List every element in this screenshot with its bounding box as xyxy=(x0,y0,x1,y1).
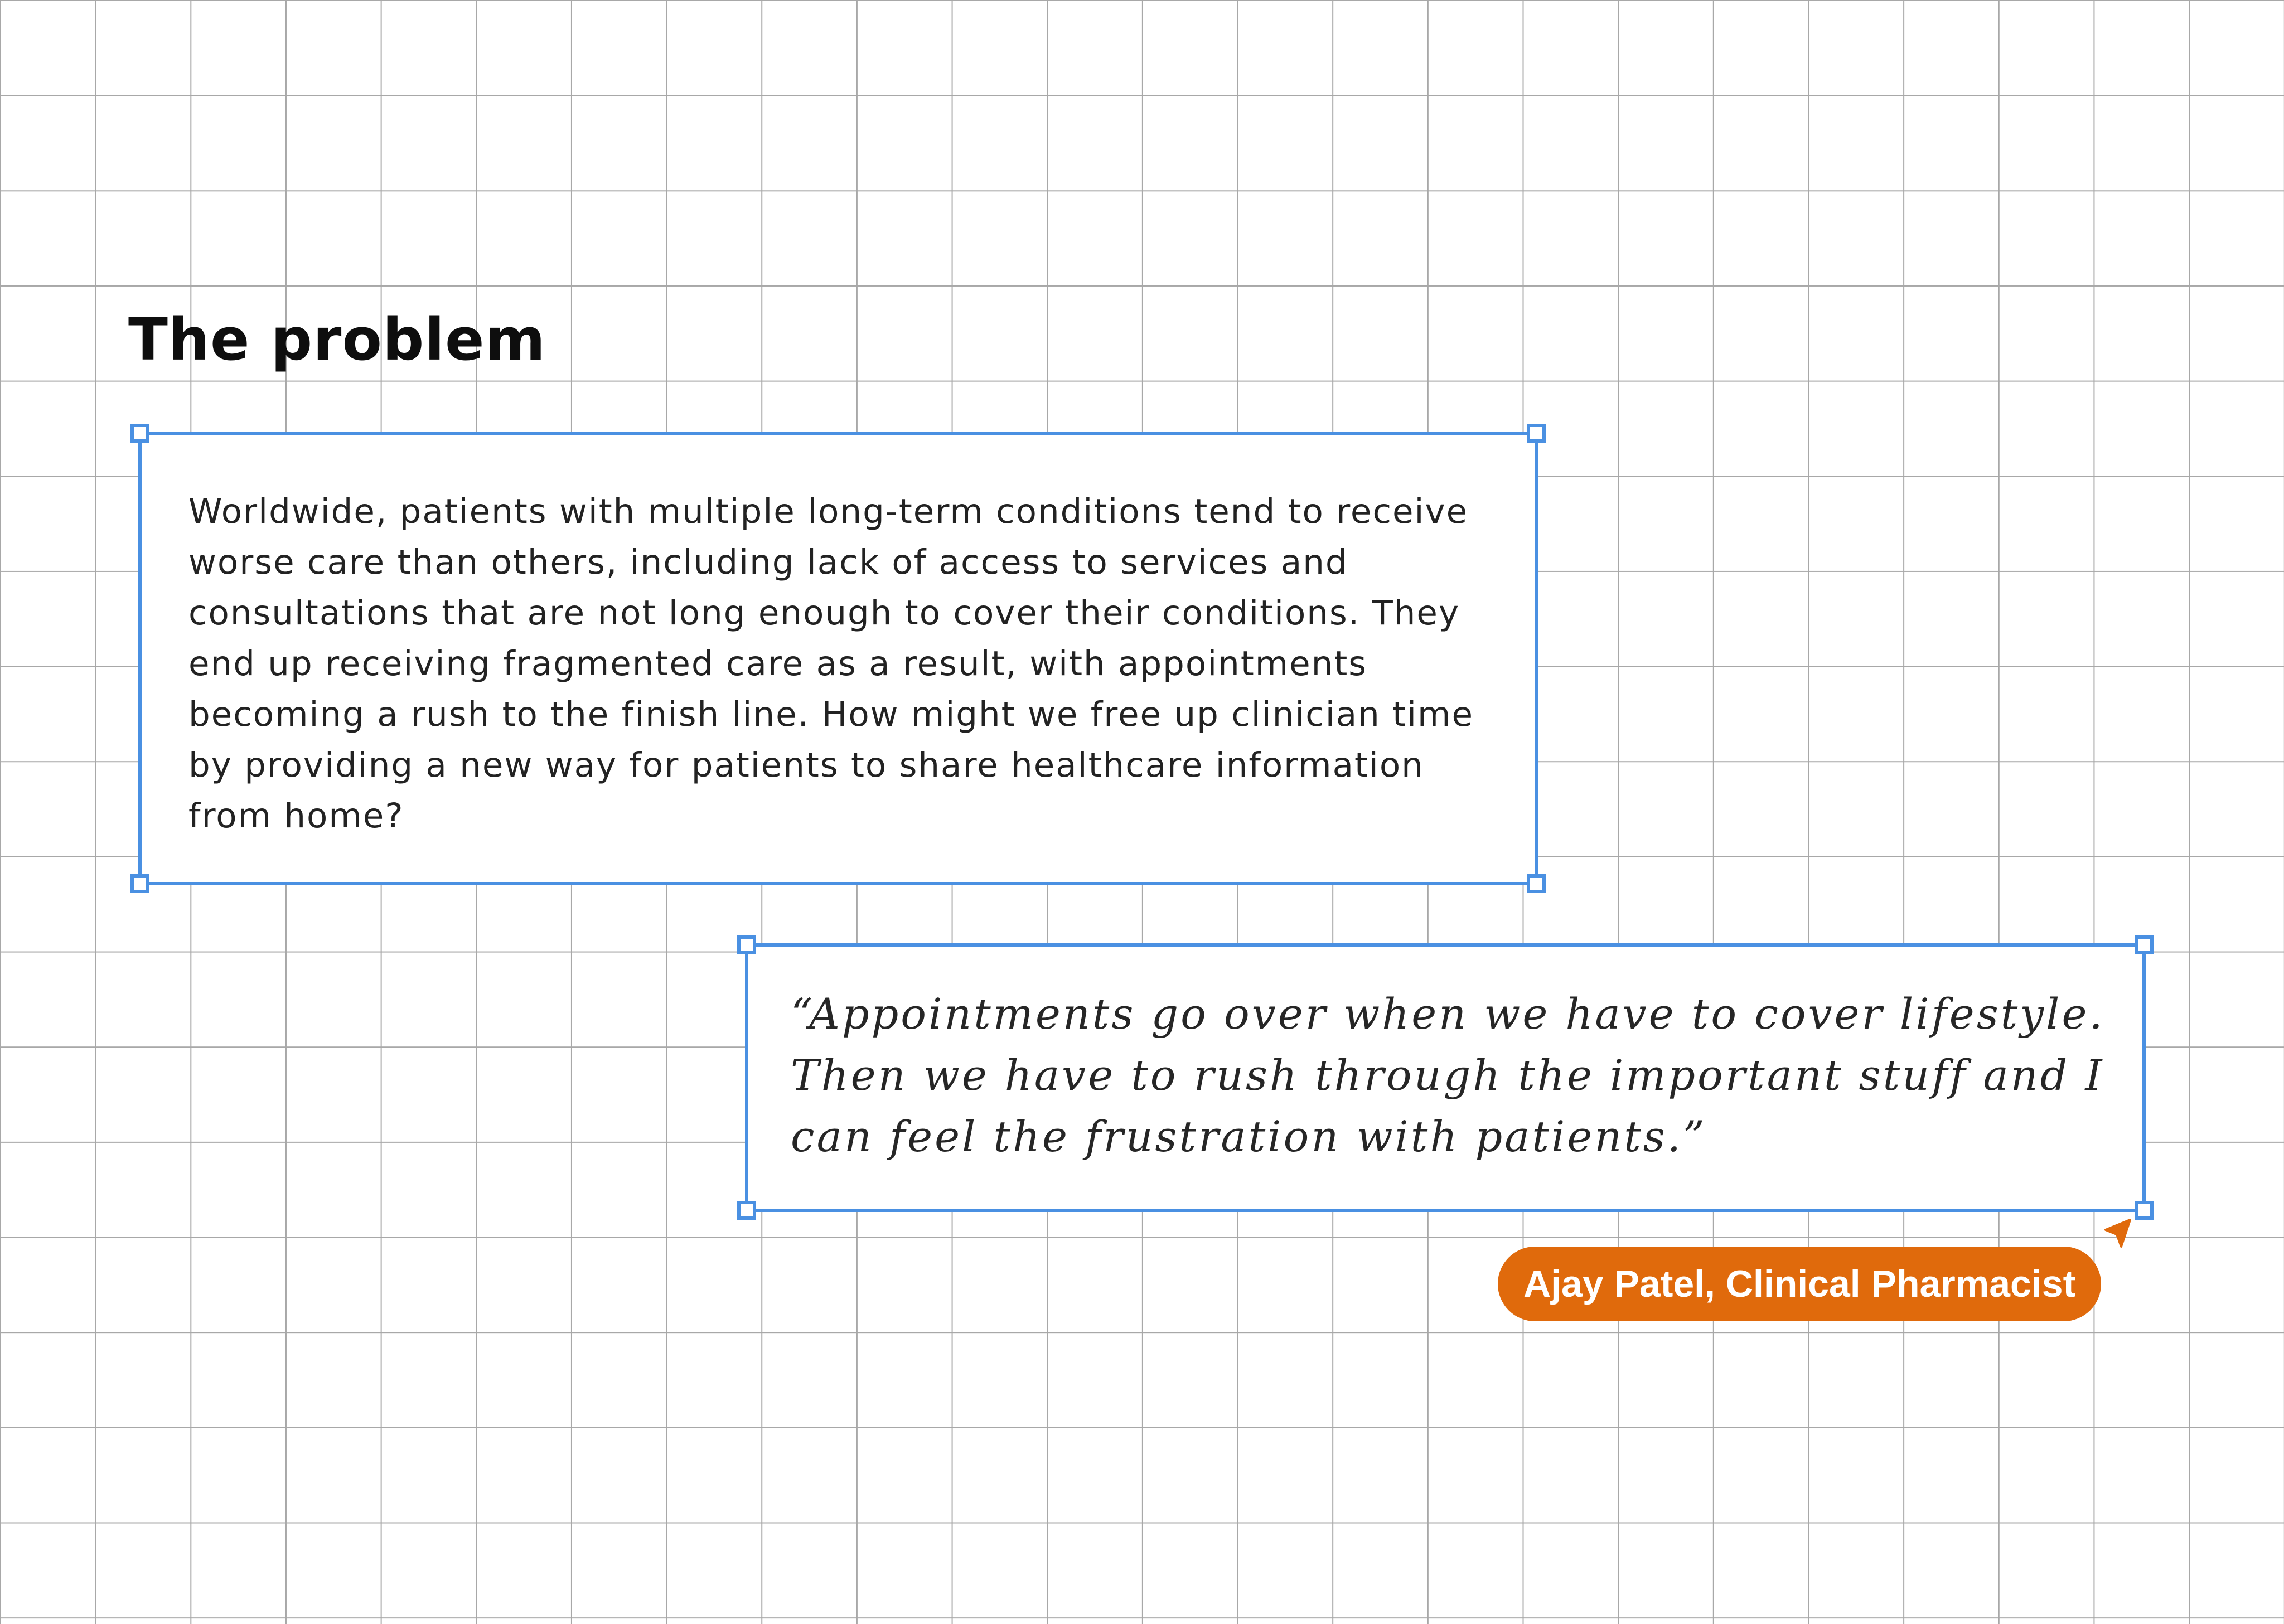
user-quote-text[interactable]: “Appointments go over when we have to cover lifestyle. Then we have to rush through the important stuff and I can feel the frustration with patients.” xyxy=(791,989,2105,1161)
resize-handle-bottom-right[interactable] xyxy=(2135,1201,2154,1220)
resize-handle-bottom-left[interactable] xyxy=(130,874,149,893)
collaborator-name-tag: Ajay Patel, Clinical Pharmacist xyxy=(1498,1247,2101,1321)
resize-handle-top-right[interactable] xyxy=(1527,424,1546,443)
heading-the-problem[interactable]: The problem xyxy=(128,306,546,374)
cursor-arrow-icon xyxy=(2102,1218,2136,1251)
quote-text-frame[interactable] xyxy=(745,943,2146,1212)
resize-handle-bottom-left[interactable] xyxy=(737,1201,756,1220)
problem-statement-text[interactable]: Worldwide, patients with multiple long-term conditions tend to receive worse care than others, including lack of access to services and consultations that are not long enough to cover their conditions. They end up receiving fragmented care as a result, with appointments becoming a rush to the finish line. How might we free up clinician time by providing a new way for patients to share healthcare information from home? xyxy=(188,492,1474,836)
resize-handle-top-right[interactable] xyxy=(2135,935,2154,954)
problem-text-frame[interactable] xyxy=(138,432,1538,885)
resize-handle-top-left[interactable] xyxy=(130,424,149,443)
resize-handle-top-left[interactable] xyxy=(737,935,756,954)
resize-handle-bottom-right[interactable] xyxy=(1527,874,1546,893)
